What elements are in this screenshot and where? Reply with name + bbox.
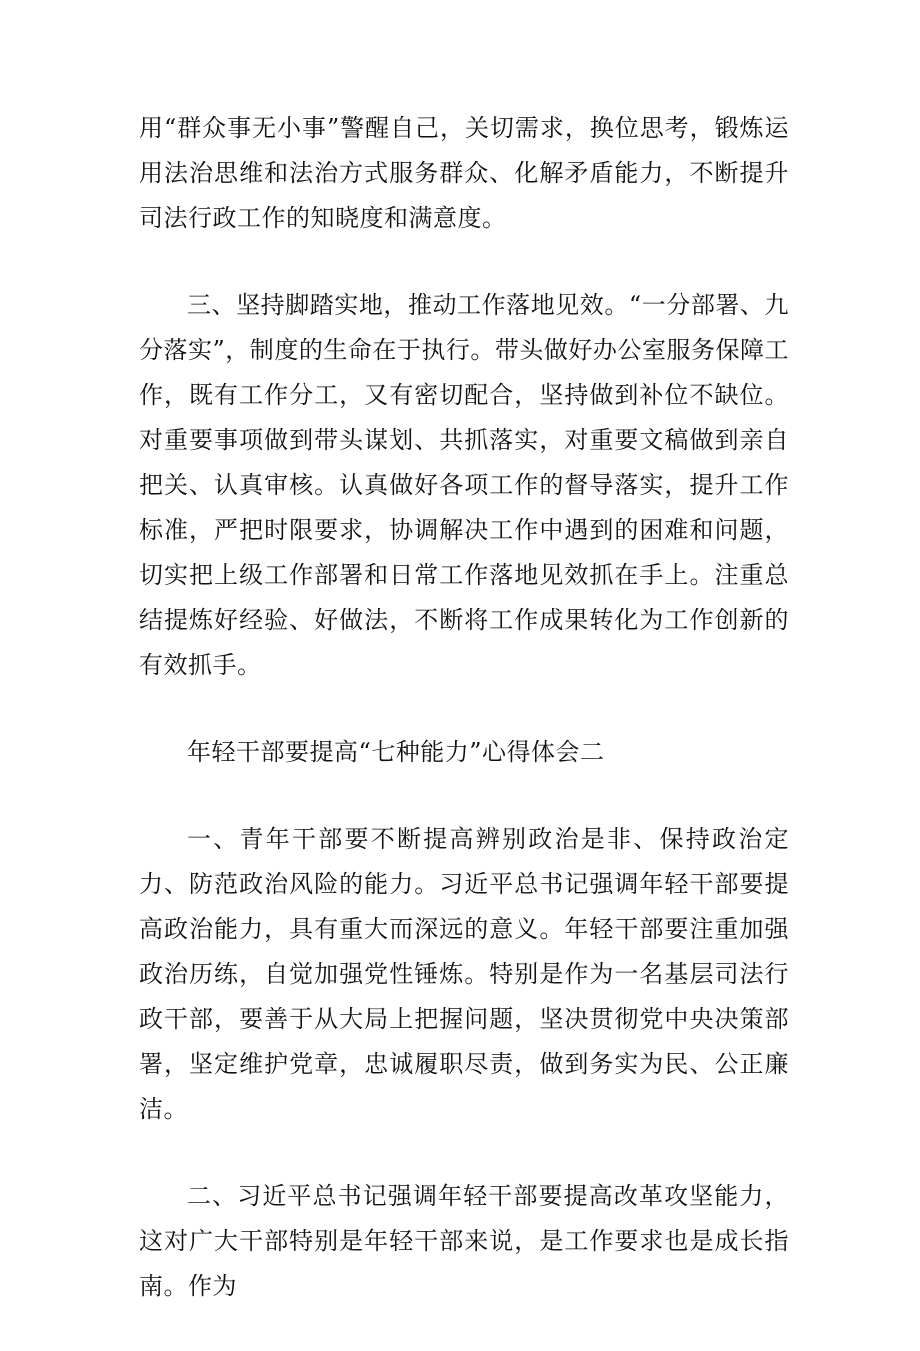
- paragraph-section-one: 一、青年干部要不断提高辨别政治是非、保持政治定力、防范政治风险的能力。习近平总书记强调年轻干部要提高政治能力，具有重大而深远的意义。年轻干部要注重加强政治历练，自觉加强党性锤炼。特别是作为一名基层司法行政干部，要善于从大局上把握问题，坚决贯彻党中央决策部署，坚定维护党章，忠诚履职尽责，做到务实为民、公正廉洁。: [139, 825, 789, 1123]
- paragraph-section-two: 二、习近平总书记强调年轻干部要提高改革攻坚能力，这对广大干部特别是年轻干部来说，是工作要求也是成长指南。作为: [139, 1182, 789, 1300]
- document-body: [139, 106, 789, 1351]
- section-title: 年轻干部要提高“七种能力”心得体会二: [187, 738, 605, 766]
- paragraph-continuation: 用“群众事无小事”警醒自己，关切需求，换位思考，锻炼运用法治思维和法治方式服务群众、化解矛盾能力，不断提升司法行政工作的知晓度和满意度。: [139, 114, 789, 232]
- paragraph-section-three: 三、坚持脚踏实地，推动工作落地见效。“一分部署、九分落实”，制度的生命在于执行。带头做好办公室服务保障工作，既有工作分工，又有密切配合，坚持做到补位不缺位。对重要事项做到带头谋划、共抓落实，对重要文稿做到亲自把关、认真审核。认真做好各项工作的督导落实，提升工作标准，严把时限要求，协调解决工作中遇到的困难和问题，切实把上级工作部署和日常工作落地见效抓在手上。注重总结提炼好经验、好做法，不断将工作成果转化为工作创新的有效抓手。: [139, 291, 789, 679]
